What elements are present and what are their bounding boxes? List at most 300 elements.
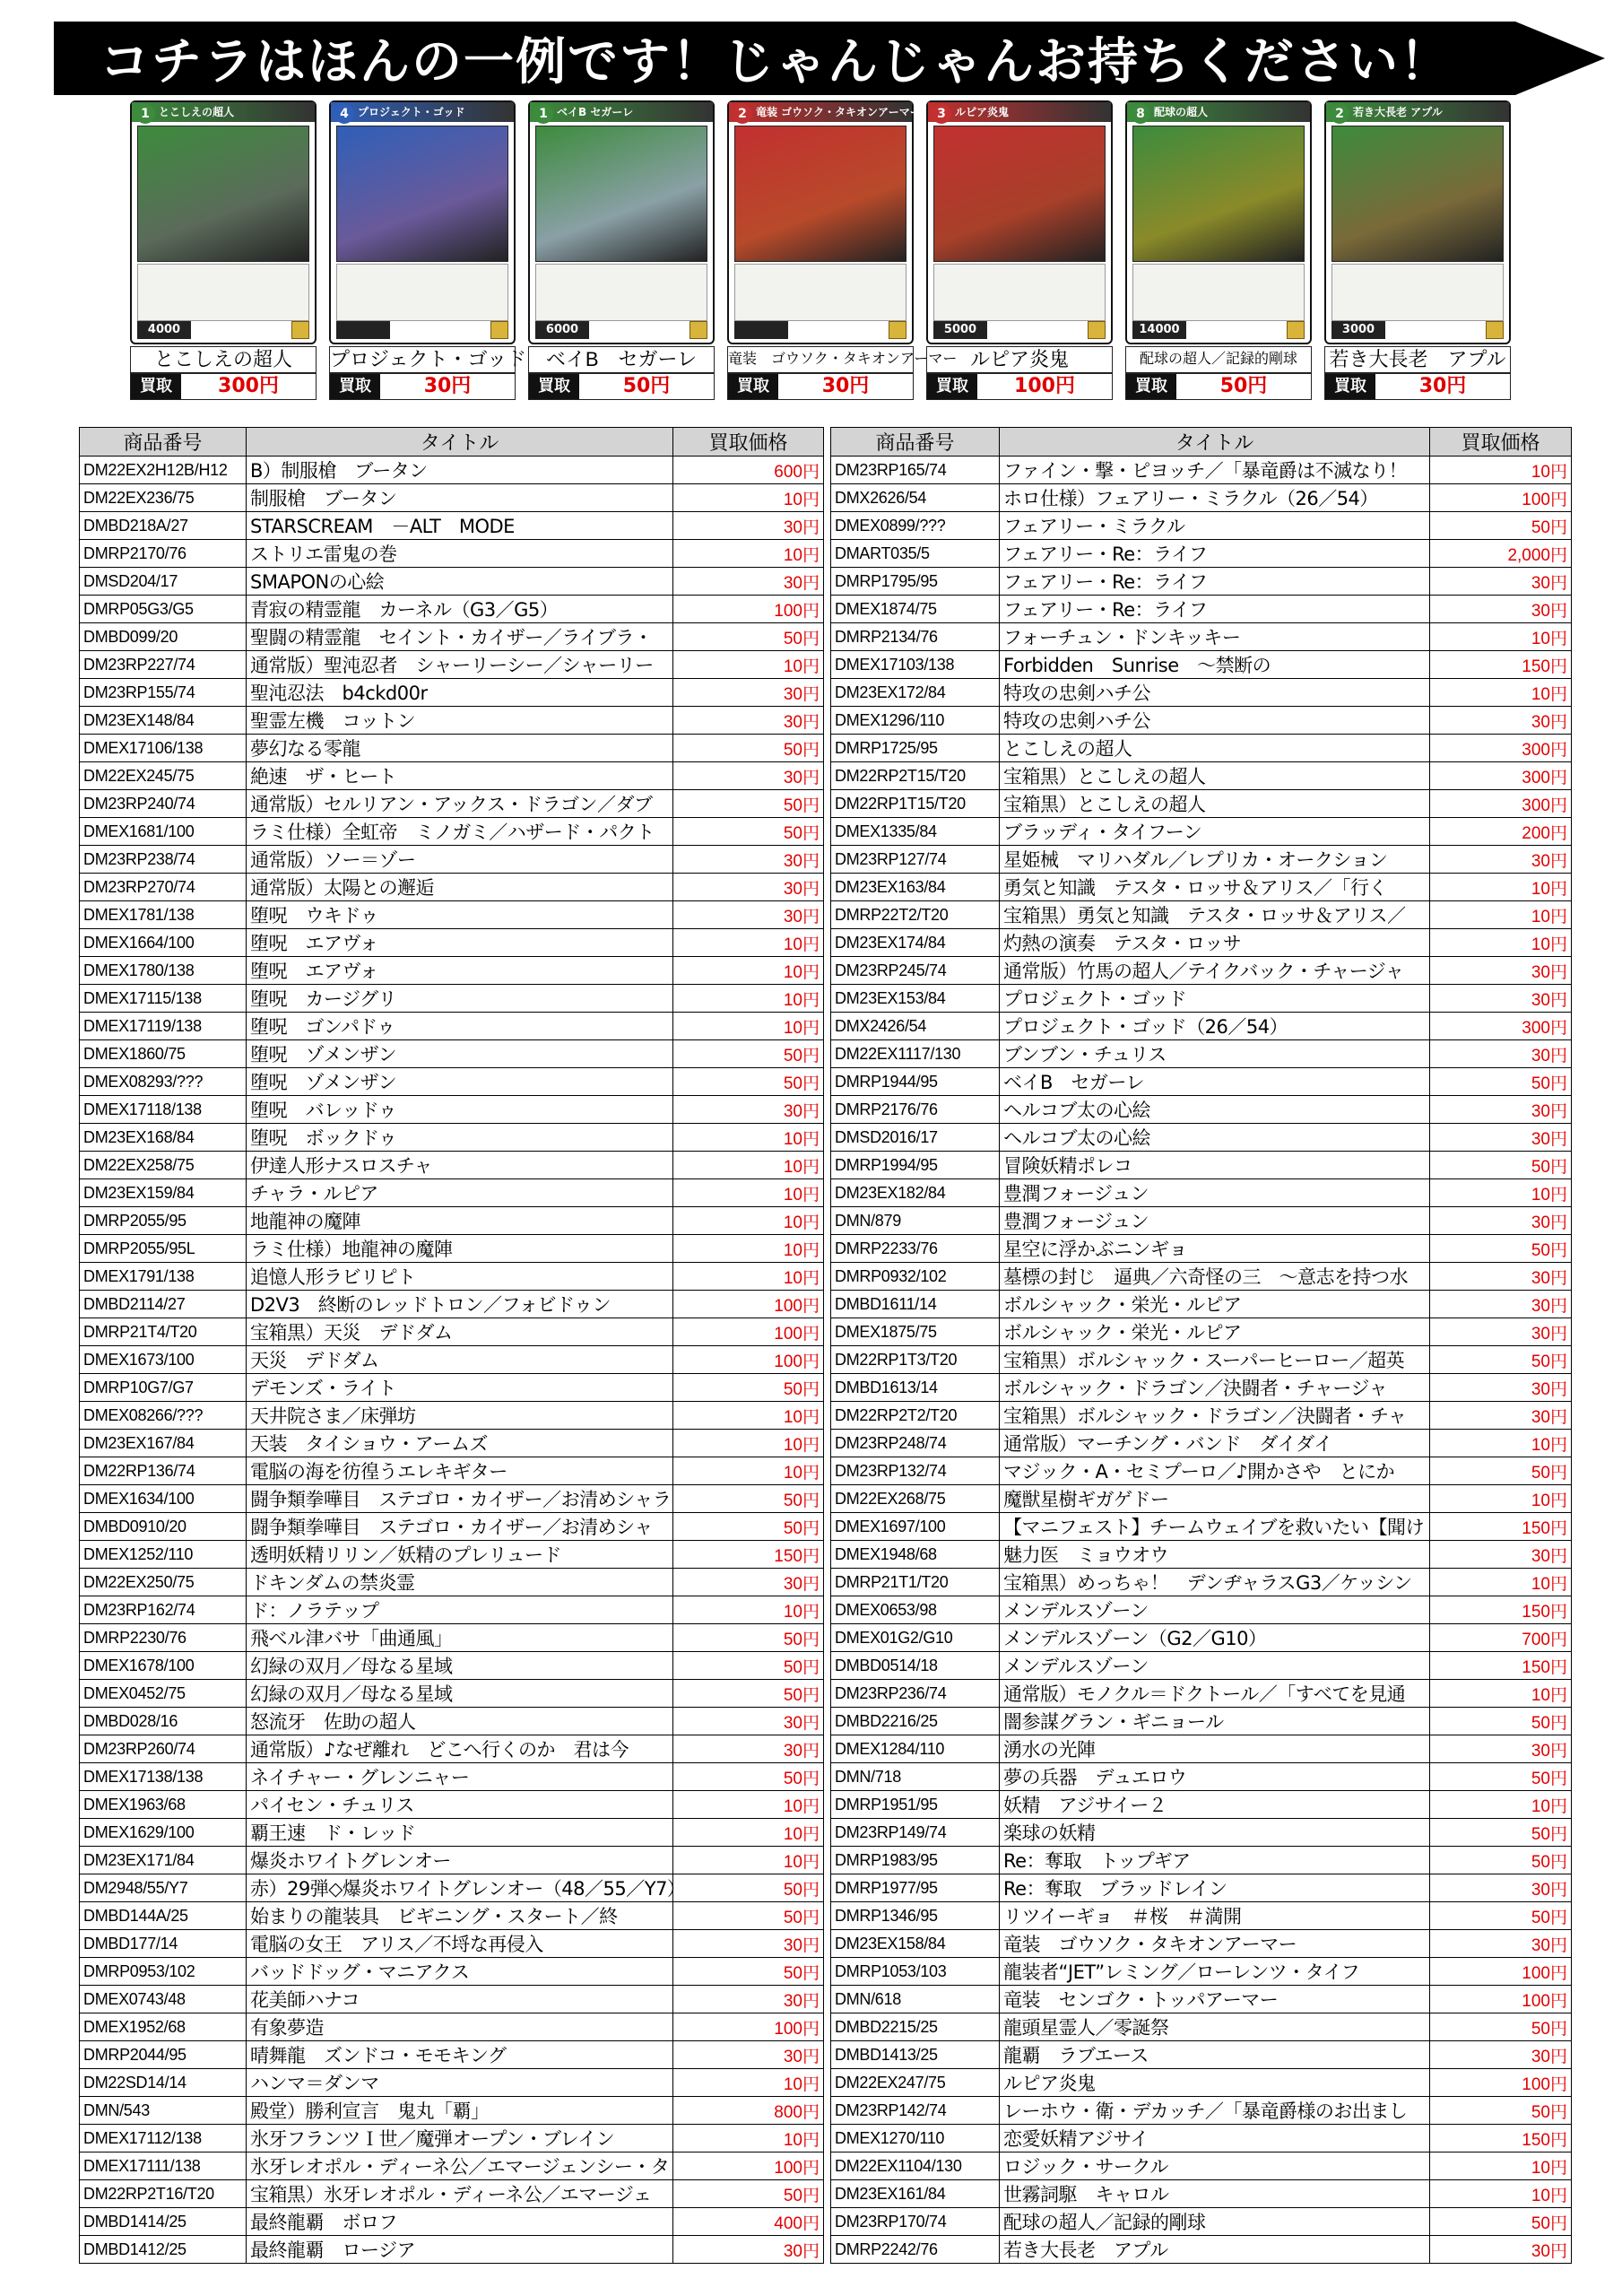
buy-price: 30円 <box>1430 707 1572 735</box>
product-code: DMX2626/54 <box>831 484 1000 512</box>
buy-price: 30円 <box>673 1569 824 1596</box>
rarity-gem-icon <box>490 321 508 339</box>
card-title: ロジック・サークル <box>1000 2152 1430 2180</box>
product-code: DMEX1963/68 <box>80 1791 247 1819</box>
card-title: 通常版）聖沌忍者 シャーリーシー／シャーリー <box>247 651 673 679</box>
featured-card <box>1125 100 1312 405</box>
table-row <box>80 1124 824 1152</box>
table-row <box>831 2097 1572 2125</box>
card-title: ボルシャック・栄光・ルピア <box>1000 1318 1430 1346</box>
featured-card <box>528 100 715 405</box>
product-code: DMEX1664/100 <box>80 929 247 957</box>
product-code: DMBD028/16 <box>80 1708 247 1735</box>
table-row <box>80 762 824 790</box>
card-name: 配球の超人／記録的剛球 <box>1125 346 1312 373</box>
buy-price: 10円 <box>1430 901 1572 929</box>
table-row <box>80 1013 824 1040</box>
product-code: DMRP10G7/G7 <box>80 1374 247 1402</box>
product-code: DMRP2233/76 <box>831 1235 1000 1263</box>
table-row <box>80 1513 824 1541</box>
buy-price: 150円 <box>1430 1513 1572 1541</box>
card-image <box>329 100 516 344</box>
card-title: 特攻の忠剣ハチ公 <box>1000 679 1430 707</box>
product-code: DM23EX153/84 <box>831 985 1000 1013</box>
card-textbox <box>137 264 309 321</box>
buy-price: 10円 <box>673 985 824 1013</box>
buy-price: 30円 <box>423 375 472 397</box>
buy-price: 100円 <box>1430 2069 1572 2097</box>
buy-price: 50円 <box>1430 1346 1572 1374</box>
product-code: DM23RP170/74 <box>831 2208 1000 2236</box>
table-row <box>80 1958 824 1986</box>
buy-price: 50円 <box>622 375 671 397</box>
table-row <box>80 2152 824 2180</box>
product-code: DM23RP165/74 <box>831 457 1000 484</box>
product-code: DMEX0452/75 <box>80 1680 247 1708</box>
card-title: 聖闘の精霊龍 セイント・カイザー／ライブラ・ <box>247 623 673 651</box>
card-title: STARSCREAM －ALT MODE <box>247 512 673 540</box>
table-row <box>80 1040 824 1068</box>
table-row <box>831 1791 1572 1819</box>
card-name: とこしえの超人 <box>130 346 317 373</box>
buy-price: 10円 <box>1430 1569 1572 1596</box>
buy-price: 100円 <box>673 1291 824 1318</box>
card-title: ドキンダムの禁炎霊 <box>247 1569 673 1596</box>
card-title: 宝箱黒）とこしえの超人 <box>1000 762 1430 790</box>
card-price-box <box>130 373 317 400</box>
table-row <box>80 929 824 957</box>
card-title: 通常版）太陽との邂逅 <box>247 874 673 901</box>
card-title: Re：奪取 トップギア <box>1000 1847 1430 1874</box>
card-title: ハンマ＝ダンマ <box>247 2069 673 2097</box>
buy-price: 10円 <box>673 1596 824 1624</box>
table-row <box>831 1013 1572 1040</box>
card-title: 豊潤フォージュン <box>1000 1179 1430 1207</box>
card-title: ボルシャック・栄光・ルピア <box>1000 1291 1430 1318</box>
product-code: DMBD177/14 <box>80 1930 247 1958</box>
buy-price: 10円 <box>673 1152 824 1179</box>
card-title: ルピア炎鬼 <box>1000 2069 1430 2097</box>
table-row <box>80 1680 824 1708</box>
card-title: 世霧詞駆 キャロル <box>1000 2180 1430 2208</box>
header-code: 商品番号 <box>831 428 1000 457</box>
product-code: DM22EX247/75 <box>831 2069 1000 2097</box>
buy-price: 10円 <box>673 1791 824 1819</box>
product-code: DMEX1874/75 <box>831 596 1000 623</box>
card-price-box <box>528 373 715 400</box>
card-image <box>528 100 715 344</box>
table-row <box>80 1402 824 1430</box>
table-row <box>80 2013 824 2041</box>
card-name: 若き大長老 アプル <box>1324 346 1511 373</box>
card-title: 龍頭星霊人／零誕祭 <box>1000 2013 1430 2041</box>
product-code: DM23RP260/74 <box>80 1735 247 1763</box>
card-title: フェアリー・ミラクル <box>1000 512 1430 540</box>
product-code: DMRP05G3/G5 <box>80 596 247 623</box>
table-row <box>831 957 1572 985</box>
product-code: DMEX1780/138 <box>80 957 247 985</box>
product-code: DMEX1252/110 <box>80 1541 247 1569</box>
table-row <box>831 2152 1572 2180</box>
table-row <box>831 1819 1572 1847</box>
card-title: フェアリー・Re：ライフ <box>1000 568 1430 596</box>
table-row <box>831 1847 1572 1874</box>
table-row <box>831 1402 1572 1430</box>
card-title: 通常版）♪なぜ離れ どこへ行くのか 君は今 <box>247 1735 673 1763</box>
product-code: DM23EX171/84 <box>80 1847 247 1874</box>
product-code: DMEX1270/110 <box>831 2125 1000 2152</box>
product-code: DMRP2044/95 <box>80 2041 247 2069</box>
table-row <box>80 1291 824 1318</box>
card-textbox <box>1331 264 1504 321</box>
product-code: DMEX17138/138 <box>80 1763 247 1791</box>
product-code: DMBD1412/25 <box>80 2236 247 2264</box>
table-row <box>831 1569 1572 1596</box>
table-row <box>831 1485 1572 1513</box>
card-title: 宝箱黒）氷牙レオポル・ディーネ公／エマージェ <box>247 2180 673 2208</box>
buy-price: 10円 <box>1430 1680 1572 1708</box>
product-code: DM23RP248/74 <box>831 1430 1000 1457</box>
table-row <box>80 596 824 623</box>
card-illustration <box>734 126 906 262</box>
product-code: DMEX1673/100 <box>80 1346 247 1374</box>
buy-price: 30円 <box>1430 1263 1572 1291</box>
featured-cards <box>130 100 1529 405</box>
table-row <box>831 1986 1572 2013</box>
buy-price: 30円 <box>673 679 824 707</box>
table-row <box>80 1930 824 1958</box>
table-row <box>831 1096 1572 1124</box>
product-code: DMRP1983/95 <box>831 1847 1000 1874</box>
card-title: ラミ仕様）全虹帝 ミノガミ／ハザード・パクト <box>247 818 673 846</box>
card-title: 爆炎ホワイトグレンオー <box>247 1847 673 1874</box>
product-code: DMEX1952/68 <box>80 2013 247 2041</box>
product-code: DMBD2215/25 <box>831 2013 1000 2041</box>
product-code: DMEX1335/84 <box>831 818 1000 846</box>
product-code: DM23RP142/74 <box>831 2097 1000 2125</box>
card-title: 天災 デドダム <box>247 1346 673 1374</box>
card-title: 赤）29弾◇爆炎ホワイトグレンオー（48／55／Y7） <box>247 1874 673 1902</box>
buy-price: 50円 <box>1430 1708 1572 1735</box>
buy-price: 10円 <box>673 1179 824 1207</box>
table-row <box>831 790 1572 818</box>
card-title: 勇気と知識 テスタ・ロッサ＆アリス／「行く <box>1000 874 1430 901</box>
buy-label: 買取 <box>1126 374 1176 399</box>
table-row <box>831 1152 1572 1179</box>
buy-price: 50円 <box>673 1874 824 1902</box>
card-title: リツイーギョ ＃桜 ＃満開 <box>1000 1902 1430 1930</box>
product-code: DM22RP2T2/T20 <box>831 1402 1000 1430</box>
card-title: ラミ仕様）地龍神の魔陣 <box>247 1235 673 1263</box>
product-code: DMBD099/20 <box>80 623 247 651</box>
buy-price: 100円 <box>1430 1958 1572 1986</box>
card-title: プロジェクト・ゴッド（26／54） <box>1000 1013 1430 1040</box>
card-title: 特攻の忠剣ハチ公 <box>1000 707 1430 735</box>
card-power: 4000 <box>137 321 191 339</box>
table-row <box>831 1207 1572 1235</box>
product-code: DM22RP136/74 <box>80 1457 247 1485</box>
product-code: DMBD1414/25 <box>80 2208 247 2236</box>
card-title: フェアリー・Re：ライフ <box>1000 596 1430 623</box>
table-row <box>80 707 824 735</box>
buy-price: 30円 <box>1430 1124 1572 1152</box>
card-title: 伊達人形ナスロスチャ <box>247 1152 673 1179</box>
product-code: DM23RP236/74 <box>831 1680 1000 1708</box>
product-code: DMEX0653/98 <box>831 1596 1000 1624</box>
card-name: 竜装 ゴウソク・タキオンアーマー <box>727 346 914 373</box>
buy-price: 30円 <box>673 762 824 790</box>
buy-label: 買取 <box>131 374 181 399</box>
product-code: DM22EX2H12B/H12 <box>80 457 247 484</box>
product-code: DMBD1413/25 <box>831 2041 1000 2069</box>
buy-price: 10円 <box>673 1013 824 1040</box>
product-code: DMRP2176/76 <box>831 1096 1000 1124</box>
product-code: DMBD2216/25 <box>831 1708 1000 1735</box>
card-title: 龍装者“JET”レミング／ローレンツ・タイフ <box>1000 1958 1430 1986</box>
buy-price: 10円 <box>1430 623 1572 651</box>
table-row <box>831 1735 1572 1763</box>
product-code: DMRP2055/95 <box>80 1207 247 1235</box>
product-code: DMEX1681/100 <box>80 818 247 846</box>
buy-price: 50円 <box>673 790 824 818</box>
buy-price: 50円 <box>673 1680 824 1708</box>
product-code: DM22SD14/14 <box>80 2069 247 2097</box>
buy-price: 30円 <box>1430 1402 1572 1430</box>
table-row <box>80 1819 824 1847</box>
product-code: DMEX17111/138 <box>80 2152 247 2180</box>
table-row <box>80 1986 824 2013</box>
buy-price: 10円 <box>673 1124 824 1152</box>
card-title: 電脳の女王 アリス／不埒な再侵入 <box>247 1930 673 1958</box>
card-price-box <box>926 373 1113 400</box>
table-row <box>831 1235 1572 1263</box>
buy-price: 800円 <box>673 2097 824 2125</box>
buy-price: 150円 <box>673 1541 824 1569</box>
card-title: 闘争類拳嘩目 ステゴロ・カイザー／お清めシャラ <box>247 1485 673 1513</box>
table-row <box>80 1485 824 1513</box>
table-row <box>831 846 1572 874</box>
buy-price: 30円 <box>1430 1735 1572 1763</box>
table-row <box>831 2041 1572 2069</box>
card-title: 怒流牙 佐助の超人 <box>247 1708 673 1735</box>
buy-price: 150円 <box>1430 1652 1572 1680</box>
buy-price: 50円 <box>673 1958 824 1986</box>
product-code: DMBD218A/27 <box>80 512 247 540</box>
card-title: ファイン・撃・ピヨッチ／「暴竜爵は不滅なり！ <box>1000 457 1430 484</box>
product-code: DMEX17103/138 <box>831 651 1000 679</box>
product-code: DMEX1629/100 <box>80 1819 247 1847</box>
card-cost-gem: 8 <box>1131 104 1150 124</box>
headline-banner <box>54 22 1605 95</box>
header-price: 買取価格 <box>673 428 824 457</box>
buy-price: 150円 <box>1430 2125 1572 2152</box>
product-code: DMEX0743/48 <box>80 1986 247 2013</box>
buy-price: 10円 <box>1430 929 1572 957</box>
buy-price: 100円 <box>1430 484 1572 512</box>
price-table-left <box>79 427 824 2264</box>
card-title: ホロ仕様）フェアリー・ミラクル（26／54） <box>1000 484 1430 512</box>
featured-card <box>727 100 958 405</box>
buy-price: 50円 <box>1430 2013 1572 2041</box>
card-cost-gem: 1 <box>135 104 155 124</box>
table-row <box>80 1652 824 1680</box>
card-illustration <box>535 126 707 262</box>
table-row <box>80 1735 824 1763</box>
buy-price: 30円 <box>1430 2041 1572 2069</box>
table-row <box>831 1958 1572 1986</box>
table-row <box>831 1346 1572 1374</box>
card-title: 堕呪 カージグリ <box>247 985 673 1013</box>
table-row <box>80 679 824 707</box>
buy-price: 300円 <box>1430 762 1572 790</box>
buy-price: 50円 <box>1430 1152 1572 1179</box>
table-row <box>831 1680 1572 1708</box>
buy-price: 30円 <box>1430 1291 1572 1318</box>
table-row <box>80 568 824 596</box>
buy-price: 10円 <box>1430 457 1572 484</box>
card-title: SMAPONの心絵 <box>247 568 673 596</box>
card-title: ド：ノラテップ <box>247 1596 673 1624</box>
buy-price: 100円 <box>673 1318 824 1346</box>
card-cost-gem: 4 <box>334 104 354 124</box>
product-code: DMEX1791/138 <box>80 1263 247 1291</box>
table-row <box>831 1596 1572 1624</box>
card-title: 堕呪 ゴンパドゥ <box>247 1013 673 1040</box>
product-code: DMEX08293/??? <box>80 1068 247 1096</box>
table-row <box>831 1763 1572 1791</box>
buy-price: 10円 <box>673 2069 824 2097</box>
table-row <box>80 901 824 929</box>
card-title: 花美師ハナコ <box>247 1986 673 2013</box>
buy-price: 100円 <box>673 596 824 623</box>
buy-price: 30円 <box>1430 1318 1572 1346</box>
buy-price: 10円 <box>673 1207 824 1235</box>
table-row <box>80 1457 824 1485</box>
table-row <box>80 1152 824 1179</box>
buy-price: 10円 <box>673 1819 824 1847</box>
buy-price: 50円 <box>1430 1847 1572 1874</box>
card-title: 竜装 ゴウソク・タキオンアーマー <box>1000 1930 1430 1958</box>
card-title: 堕呪 エアヴォ <box>247 929 673 957</box>
buy-price: 2,000円 <box>1430 540 1572 568</box>
product-code: DMEX1678/100 <box>80 1652 247 1680</box>
buy-price: 50円 <box>1430 1457 1572 1485</box>
table-row <box>831 929 1572 957</box>
product-code: DMEX17112/138 <box>80 2125 247 2152</box>
buy-price: 50円 <box>673 1485 824 1513</box>
buy-price: 50円 <box>1430 512 1572 540</box>
card-title: プロジェクト・ゴッド <box>1000 985 1430 1013</box>
buy-price: 300円 <box>1430 1013 1572 1040</box>
card-title: メンデルスゾーン <box>1000 1652 1430 1680</box>
table-row <box>831 735 1572 762</box>
table-row <box>80 1374 824 1402</box>
card-title: フォーチュン・ドンキッキー <box>1000 623 1430 651</box>
card-power: 6000 <box>535 321 589 339</box>
table-row <box>80 1096 824 1124</box>
buy-price: 50円 <box>673 818 824 846</box>
buy-price: 50円 <box>673 1652 824 1680</box>
buy-price: 30円 <box>673 1930 824 1958</box>
card-art-title: ベイB セガーレ <box>557 106 634 118</box>
card-title: 天装 タイショウ・アームズ <box>247 1430 673 1457</box>
table-row <box>831 707 1572 735</box>
product-code: DMEX01G2/G10 <box>831 1624 1000 1652</box>
card-art-title: 配球の超人 <box>1154 106 1209 118</box>
table-row <box>831 1430 1572 1457</box>
product-code: DM22EX250/75 <box>80 1569 247 1596</box>
card-cost-gem: 1 <box>533 104 553 124</box>
buy-label: 買取 <box>529 374 579 399</box>
card-title: 楽球の妖精 <box>1000 1819 1430 1847</box>
buy-price: 50円 <box>673 1040 824 1068</box>
card-illustration <box>1132 126 1305 262</box>
table-row <box>80 1624 824 1652</box>
buy-price: 10円 <box>1430 679 1572 707</box>
card-title: 制服槍 ブータン <box>247 484 673 512</box>
table-row <box>831 1708 1572 1735</box>
table-row <box>80 623 824 651</box>
product-code: DMBD0514/18 <box>831 1652 1000 1680</box>
card-title: 冒険妖精ポレコ <box>1000 1152 1430 1179</box>
card-image <box>1125 100 1312 344</box>
table-row <box>80 874 824 901</box>
table-row <box>80 1179 824 1207</box>
table-row <box>831 1902 1572 1930</box>
buy-price: 50円 <box>1430 1763 1572 1791</box>
table-row <box>831 762 1572 790</box>
card-title: 豊潤フォージュン <box>1000 1207 1430 1235</box>
table-row <box>831 1263 1572 1291</box>
card-title: 覇王速 ド・レッド <box>247 1819 673 1847</box>
buy-price: 50円 <box>673 1374 824 1402</box>
product-code: DMEX17115/138 <box>80 985 247 1013</box>
buy-price: 10円 <box>1430 1179 1572 1207</box>
table-header-row <box>80 428 824 457</box>
table-row <box>80 818 824 846</box>
card-power: 14000 <box>1132 321 1186 339</box>
card-price-box <box>1324 373 1511 400</box>
table-row <box>831 1179 1572 1207</box>
table-row <box>80 457 824 484</box>
product-code: DM23EX159/84 <box>80 1179 247 1207</box>
product-code: DM23EX168/84 <box>80 1124 247 1152</box>
buy-price: 10円 <box>1430 1791 1572 1819</box>
header-title: タイトル <box>247 428 673 457</box>
card-title: 灼熱の演奏 テスタ・ロッサ <box>1000 929 1430 957</box>
table-row <box>831 2208 1572 2236</box>
card-title: 最終龍覇 ボロフ <box>247 2208 673 2236</box>
buy-price: 10円 <box>1430 2152 1572 2180</box>
card-title: Forbidden Sunrise ～禁断の <box>1000 651 1430 679</box>
table-row <box>831 1930 1572 1958</box>
table-row <box>831 540 1572 568</box>
card-textbox <box>336 264 508 321</box>
card-title: ボルシャック・ドラゴン／決闘者・チャージャ <box>1000 1374 1430 1402</box>
product-code: DM23RP132/74 <box>831 1457 1000 1485</box>
card-title: 夢の兵器 デュエロウ <box>1000 1763 1430 1791</box>
buy-price: 100円 <box>1430 1986 1572 2013</box>
table-row <box>80 957 824 985</box>
card-title: 幻緑の双月／母なる星域 <box>247 1680 673 1708</box>
rarity-gem-icon <box>291 321 309 339</box>
buy-price: 30円 <box>1430 957 1572 985</box>
card-title: 最終龍覇 ロージア <box>247 2236 673 2264</box>
table-row <box>80 985 824 1013</box>
buy-price: 30円 <box>673 901 824 929</box>
product-code: DM23EX158/84 <box>831 1930 1000 1958</box>
card-art-title: 若き大長老 アプル <box>1353 106 1443 118</box>
